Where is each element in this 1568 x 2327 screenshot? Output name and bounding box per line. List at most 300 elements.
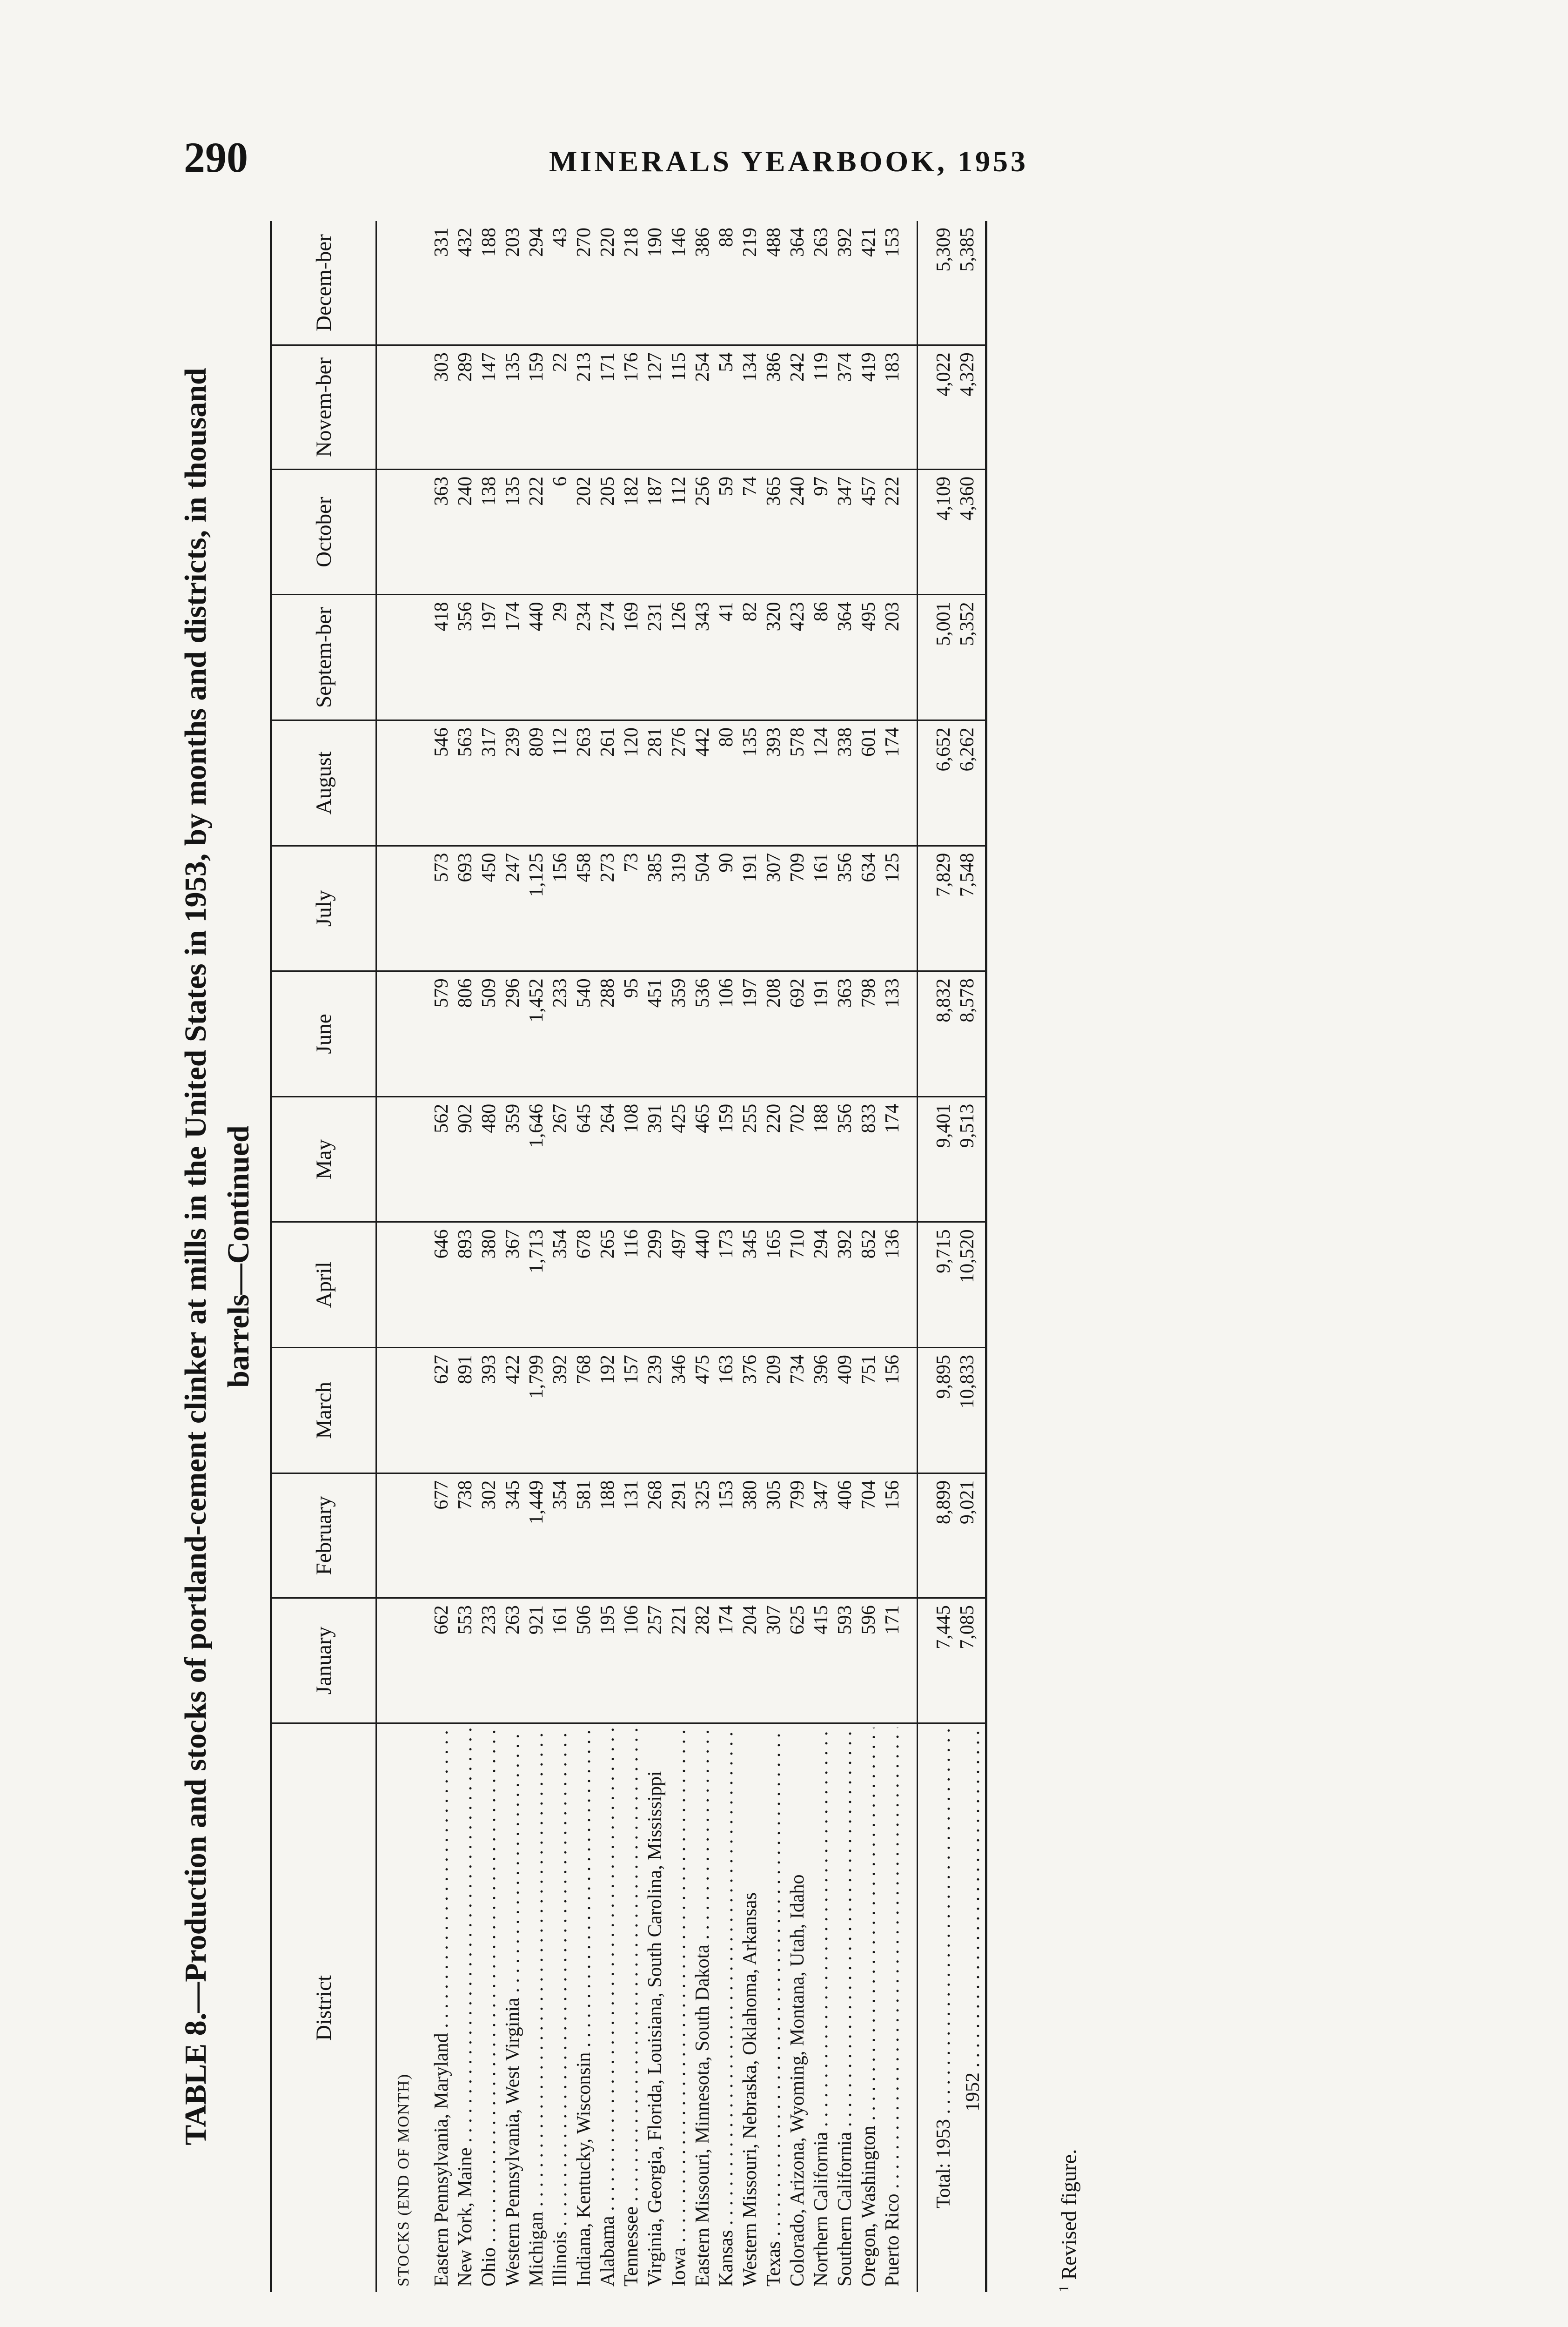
- value-cell: 29: [549, 595, 572, 720]
- value-cell: 242: [786, 345, 810, 470]
- value-cell: 135: [501, 345, 525, 470]
- value-cell: 738: [454, 1473, 477, 1598]
- value-cell: 195: [596, 1598, 620, 1723]
- column-header-month: July: [271, 846, 376, 971]
- district-cell: [454, 1723, 477, 2292]
- empty-cell: [905, 971, 918, 1097]
- value-cell: 133: [881, 971, 905, 1097]
- empty-cell: [376, 345, 430, 470]
- value-cell: 265: [596, 1222, 620, 1348]
- total-label-cell: [918, 1723, 956, 2292]
- value-cell: 475: [691, 1347, 715, 1473]
- value-cell: 364: [833, 595, 857, 720]
- value-cell: 345: [501, 1473, 525, 1598]
- empty-cell: [905, 1347, 918, 1473]
- value-cell: 97: [810, 469, 833, 595]
- value-cell: 222: [525, 469, 549, 595]
- empty-cell: [376, 1222, 430, 1348]
- value-cell: 356: [833, 1096, 857, 1222]
- value-cell: 9,513: [956, 1096, 986, 1222]
- table-row: [454, 221, 477, 2292]
- empty-cell: [905, 1096, 918, 1222]
- value-cell: 380: [738, 1473, 762, 1598]
- value-cell: 86: [810, 595, 833, 720]
- district-cell: [691, 1723, 715, 2292]
- value-cell: 320: [762, 595, 786, 720]
- district-name: Ohio . . .: [477, 1728, 501, 2287]
- district-cell: [501, 1723, 525, 2292]
- value-cell: 294: [810, 1222, 833, 1348]
- value-cell: 153: [881, 221, 905, 345]
- value-cell: 188: [596, 1473, 620, 1598]
- value-cell: 135: [738, 720, 762, 846]
- district-cell: [786, 1723, 810, 2292]
- value-cell: 806: [454, 971, 477, 1097]
- district-name: Indiana, Kentucky, Wisconsin . . .: [572, 1728, 596, 2287]
- value-cell: 710: [786, 1222, 810, 1348]
- value-cell: 392: [833, 221, 857, 345]
- value-cell: 799: [786, 1473, 810, 1598]
- value-cell: 497: [667, 1222, 691, 1348]
- empty-cell: [376, 1473, 430, 1598]
- value-cell: 601: [857, 720, 881, 846]
- value-cell: 146: [667, 221, 691, 345]
- section-row: [376, 221, 430, 2292]
- value-cell: 423: [786, 595, 810, 720]
- district-name: Eastern Pennsylvania, Maryland . . .: [430, 1728, 454, 2287]
- column-header-month: April: [271, 1222, 376, 1348]
- value-cell: 359: [667, 971, 691, 1097]
- value-cell: 263: [810, 221, 833, 345]
- value-cell: 702: [786, 1096, 810, 1222]
- district-cell: [762, 1723, 786, 2292]
- value-cell: 268: [643, 1473, 667, 1598]
- empty-cell: [905, 221, 918, 345]
- value-cell: 393: [477, 1347, 501, 1473]
- value-cell: 365: [762, 469, 786, 595]
- value-cell: 563: [454, 720, 477, 846]
- value-cell: 546: [430, 720, 454, 846]
- value-cell: 4,360: [956, 469, 986, 595]
- value-cell: 396: [810, 1347, 833, 1473]
- value-cell: 270: [572, 221, 596, 345]
- district-name: Western Pennsylvania, West Virginia . . .: [501, 1728, 525, 2287]
- column-header-month: January: [271, 1598, 376, 1723]
- value-cell: 307: [762, 846, 786, 971]
- value-cell: 458: [572, 846, 596, 971]
- value-cell: 645: [572, 1096, 596, 1222]
- column-header-month: February: [271, 1473, 376, 1598]
- column-header-month: August: [271, 720, 376, 846]
- district-name: Colorado, Arizona, Wyoming, Montana, Utah, Idaho: [787, 1874, 808, 2287]
- table-row: [691, 221, 715, 2292]
- value-cell: 116: [620, 1222, 643, 1348]
- value-cell: 192: [596, 1347, 620, 1473]
- value-cell: 165: [762, 1222, 786, 1348]
- empty-cell: [376, 1096, 430, 1222]
- value-cell: 80: [715, 720, 738, 846]
- empty-cell: [376, 595, 430, 720]
- value-cell: 385: [643, 846, 667, 971]
- value-cell: 338: [833, 720, 857, 846]
- value-cell: 386: [762, 345, 786, 470]
- value-cell: 263: [501, 1598, 525, 1723]
- value-cell: 902: [454, 1096, 477, 1222]
- value-cell: 442: [691, 720, 715, 846]
- value-cell: 891: [454, 1347, 477, 1473]
- value-cell: 190: [643, 221, 667, 345]
- value-cell: 495: [857, 595, 881, 720]
- value-cell: 294: [525, 221, 549, 345]
- value-cell: 5,385: [956, 221, 986, 345]
- district-cell: [810, 1723, 833, 2292]
- district-cell: [857, 1723, 881, 2292]
- value-cell: 325: [691, 1473, 715, 1598]
- value-cell: 421: [857, 221, 881, 345]
- value-cell: 282: [691, 1598, 715, 1723]
- value-cell: 5,001: [918, 595, 956, 720]
- value-cell: 120: [620, 720, 643, 846]
- value-cell: 303: [430, 345, 454, 470]
- value-cell: 363: [430, 469, 454, 595]
- value-cell: 692: [786, 971, 810, 1097]
- value-cell: 509: [477, 971, 501, 1097]
- table-row: [596, 221, 620, 2292]
- district-cell: [715, 1723, 738, 2292]
- empty-cell: [905, 1598, 918, 1723]
- value-cell: 581: [572, 1473, 596, 1598]
- value-cell: 264: [596, 1096, 620, 1222]
- value-cell: 376: [738, 1347, 762, 1473]
- value-cell: 156: [549, 846, 572, 971]
- value-cell: 197: [477, 595, 501, 720]
- district-name: Virginia, Georgia, Florida, Louisiana, South Carolina, Mississippi: [644, 1771, 666, 2287]
- value-cell: 205: [596, 469, 620, 595]
- value-cell: 220: [596, 221, 620, 345]
- table-row: [643, 221, 667, 2292]
- table-row: [833, 221, 857, 2292]
- value-cell: 593: [833, 1598, 857, 1723]
- value-cell: 156: [881, 1347, 905, 1473]
- value-cell: 296: [501, 971, 525, 1097]
- value-cell: 7,085: [956, 1598, 986, 1723]
- table-title-line-2: barrels—Continued: [221, 1125, 255, 1388]
- value-cell: 255: [738, 1096, 762, 1222]
- value-cell: 218: [620, 221, 643, 345]
- value-cell: 291: [667, 1473, 691, 1598]
- district-name: Kansas . . .: [715, 1728, 738, 2287]
- value-cell: 319: [667, 846, 691, 971]
- value-cell: 425: [667, 1096, 691, 1222]
- value-cell: 367: [501, 1222, 525, 1348]
- table-row: [810, 221, 833, 2292]
- value-cell: 147: [477, 345, 501, 470]
- empty-cell: [905, 846, 918, 971]
- value-cell: 380: [477, 1222, 501, 1348]
- table-row: [857, 221, 881, 2292]
- table-row: [667, 221, 691, 2292]
- value-cell: 74: [738, 469, 762, 595]
- value-cell: 174: [501, 595, 525, 720]
- district-cell: [549, 1723, 572, 2292]
- district-cell: [833, 1723, 857, 2292]
- value-cell: 188: [810, 1096, 833, 1222]
- value-cell: 112: [549, 720, 572, 846]
- value-cell: 8,832: [918, 971, 956, 1097]
- footnote: [1056, 2149, 1081, 2292]
- district-cell: [430, 1723, 454, 2292]
- value-cell: 693: [454, 846, 477, 971]
- value-cell: 256: [691, 469, 715, 595]
- value-cell: 82: [738, 595, 762, 720]
- value-cell: 406: [833, 1473, 857, 1598]
- total-label: 1952 . . .: [961, 1728, 985, 2112]
- value-cell: 106: [715, 971, 738, 1097]
- table-row: [786, 221, 810, 2292]
- value-cell: 267: [549, 1096, 572, 1222]
- value-cell: 188: [477, 221, 501, 345]
- value-cell: 9,021: [956, 1473, 986, 1598]
- value-cell: 182: [620, 469, 643, 595]
- value-cell: 95: [620, 971, 643, 1097]
- district-name: Texas . . .: [762, 1728, 786, 2287]
- empty-cell: [376, 469, 430, 595]
- value-cell: 131: [620, 1473, 643, 1598]
- value-cell: 41: [715, 595, 738, 720]
- value-cell: 422: [501, 1347, 525, 1473]
- value-cell: 163: [715, 1347, 738, 1473]
- value-cell: 1,799: [525, 1347, 549, 1473]
- value-cell: 221: [667, 1598, 691, 1723]
- empty-cell: [376, 846, 430, 971]
- value-cell: 359: [501, 1096, 525, 1222]
- table-row: [881, 221, 905, 2292]
- value-cell: 343: [691, 595, 715, 720]
- table-title: [174, 230, 260, 2283]
- district-name: Illinois . . .: [549, 1728, 572, 2287]
- value-cell: 240: [786, 469, 810, 595]
- value-cell: 354: [549, 1473, 572, 1598]
- page-number: 290: [184, 134, 248, 181]
- value-cell: 354: [549, 1222, 572, 1348]
- value-cell: 893: [454, 1222, 477, 1348]
- value-cell: 159: [715, 1096, 738, 1222]
- column-header-month: October: [271, 469, 376, 595]
- value-cell: 809: [525, 720, 549, 846]
- district-cell: [525, 1723, 549, 2292]
- value-cell: 1,449: [525, 1473, 549, 1598]
- value-cell: 135: [501, 469, 525, 595]
- value-cell: 393: [762, 720, 786, 846]
- value-cell: 302: [477, 1473, 501, 1598]
- table-row: [715, 221, 738, 2292]
- value-cell: 119: [810, 345, 833, 470]
- value-cell: 5,309: [918, 221, 956, 345]
- value-cell: 678: [572, 1222, 596, 1348]
- total-row: [956, 221, 986, 2292]
- value-cell: 1,646: [525, 1096, 549, 1222]
- value-cell: 798: [857, 971, 881, 1097]
- value-cell: 90: [715, 846, 738, 971]
- value-cell: 134: [738, 345, 762, 470]
- district-name: Eastern Missouri, Minnesota, South Dakota . . .: [691, 1728, 715, 2287]
- value-cell: 10,833: [956, 1347, 986, 1473]
- district-cell: [881, 1723, 905, 2292]
- value-cell: 305: [762, 1473, 786, 1598]
- value-cell: 457: [857, 469, 881, 595]
- district-cell: [596, 1723, 620, 2292]
- value-cell: 204: [738, 1598, 762, 1723]
- value-cell: 579: [430, 971, 454, 1097]
- district-name: Northern California . . .: [810, 1728, 833, 2287]
- footnote-text: Revised figure.: [1057, 2149, 1081, 2280]
- value-cell: 488: [762, 221, 786, 345]
- district-cell: [667, 1723, 691, 2292]
- district-name: Puerto Rico . . .: [881, 1728, 905, 2287]
- district-cell: [620, 1723, 643, 2292]
- value-cell: 127: [643, 345, 667, 470]
- value-cell: 173: [715, 1222, 738, 1348]
- value-cell: 276: [667, 720, 691, 846]
- value-cell: 209: [762, 1347, 786, 1473]
- value-cell: 112: [667, 469, 691, 595]
- district-cell: [738, 1723, 762, 2292]
- empty-cell: [376, 1598, 430, 1723]
- value-cell: 356: [454, 595, 477, 720]
- value-cell: 768: [572, 1347, 596, 1473]
- value-cell: 174: [881, 720, 905, 846]
- value-cell: 921: [525, 1598, 549, 1723]
- value-cell: 234: [572, 595, 596, 720]
- value-cell: 187: [643, 469, 667, 595]
- table-row: [501, 221, 525, 2292]
- rotated-table-block: [174, 221, 1105, 2292]
- value-cell: 169: [620, 595, 643, 720]
- column-header-month: Decem-ber: [271, 221, 376, 345]
- value-cell: 263: [572, 720, 596, 846]
- value-cell: 6,652: [918, 720, 956, 846]
- value-cell: 161: [549, 1598, 572, 1723]
- value-cell: 156: [881, 1473, 905, 1598]
- value-cell: 627: [430, 1347, 454, 1473]
- value-cell: 126: [667, 595, 691, 720]
- value-cell: 240: [454, 469, 477, 595]
- value-cell: 704: [857, 1473, 881, 1598]
- value-cell: 231: [643, 595, 667, 720]
- value-cell: 247: [501, 846, 525, 971]
- value-cell: 418: [430, 595, 454, 720]
- value-cell: 203: [881, 595, 905, 720]
- value-cell: 419: [857, 345, 881, 470]
- value-cell: 562: [430, 1096, 454, 1222]
- data-table: [270, 221, 987, 2292]
- value-cell: 317: [477, 720, 501, 846]
- value-cell: 634: [857, 846, 881, 971]
- value-cell: 596: [857, 1598, 881, 1723]
- value-cell: 578: [786, 720, 810, 846]
- value-cell: 364: [786, 221, 810, 345]
- empty-cell: [905, 595, 918, 720]
- value-cell: 677: [430, 1473, 454, 1598]
- value-cell: 257: [643, 1598, 667, 1723]
- value-cell: 73: [620, 846, 643, 971]
- value-cell: 124: [810, 720, 833, 846]
- value-cell: 281: [643, 720, 667, 846]
- value-cell: 157: [620, 1347, 643, 1473]
- value-cell: 273: [596, 846, 620, 971]
- value-cell: 176: [620, 345, 643, 470]
- value-cell: 289: [454, 345, 477, 470]
- value-cell: 506: [572, 1598, 596, 1723]
- table-row: [477, 221, 501, 2292]
- section-label: STOCKS (END OF MONTH): [395, 2073, 412, 2287]
- value-cell: 625: [786, 1598, 810, 1723]
- column-header-month: Novem-ber: [271, 345, 376, 470]
- value-cell: 222: [881, 469, 905, 595]
- value-cell: 220: [762, 1096, 786, 1222]
- value-cell: 7,445: [918, 1598, 956, 1723]
- empty-cell: [905, 469, 918, 595]
- table-row: [525, 221, 549, 2292]
- value-cell: 392: [833, 1222, 857, 1348]
- empty-cell: [376, 221, 430, 345]
- value-cell: 202: [572, 469, 596, 595]
- value-cell: 261: [596, 720, 620, 846]
- district-name: Western Missouri, Nebraska, Oklahoma, Arkansas: [739, 1892, 761, 2287]
- empty-cell: [905, 345, 918, 470]
- table-row: [738, 221, 762, 2292]
- district-name: Michigan . . .: [525, 1728, 549, 2287]
- value-cell: 197: [738, 971, 762, 1097]
- value-cell: 391: [643, 1096, 667, 1222]
- value-cell: 161: [810, 846, 833, 971]
- value-cell: 10,520: [956, 1222, 986, 1348]
- column-header-district: District: [271, 1723, 376, 2292]
- value-cell: 191: [738, 846, 762, 971]
- column-header-month: March: [271, 1347, 376, 1473]
- district-cell: [643, 1723, 667, 2292]
- empty-cell: [376, 720, 430, 846]
- value-cell: 1,125: [525, 846, 549, 971]
- value-cell: 4,022: [918, 345, 956, 470]
- value-cell: 1,713: [525, 1222, 549, 1348]
- value-cell: 751: [857, 1347, 881, 1473]
- value-cell: 356: [833, 846, 857, 971]
- value-cell: 345: [738, 1222, 762, 1348]
- value-cell: 239: [501, 720, 525, 846]
- value-cell: 203: [501, 221, 525, 345]
- table-row: [430, 221, 454, 2292]
- value-cell: 451: [643, 971, 667, 1097]
- value-cell: 347: [833, 469, 857, 595]
- value-cell: 125: [881, 846, 905, 971]
- value-cell: 274: [596, 595, 620, 720]
- value-cell: 43: [549, 221, 572, 345]
- empty-cell: [905, 1222, 918, 1348]
- value-cell: 440: [525, 595, 549, 720]
- value-cell: 219: [738, 221, 762, 345]
- value-cell: 307: [762, 1598, 786, 1723]
- value-cell: 59: [715, 469, 738, 595]
- total-label: Total: 1953 . . .: [932, 1728, 956, 2208]
- value-cell: 108: [620, 1096, 643, 1222]
- value-cell: 662: [430, 1598, 454, 1723]
- value-cell: 347: [810, 1473, 833, 1598]
- value-cell: 6,262: [956, 720, 986, 846]
- value-cell: 440: [691, 1222, 715, 1348]
- empty-cell: [376, 1347, 430, 1473]
- value-cell: 115: [667, 345, 691, 470]
